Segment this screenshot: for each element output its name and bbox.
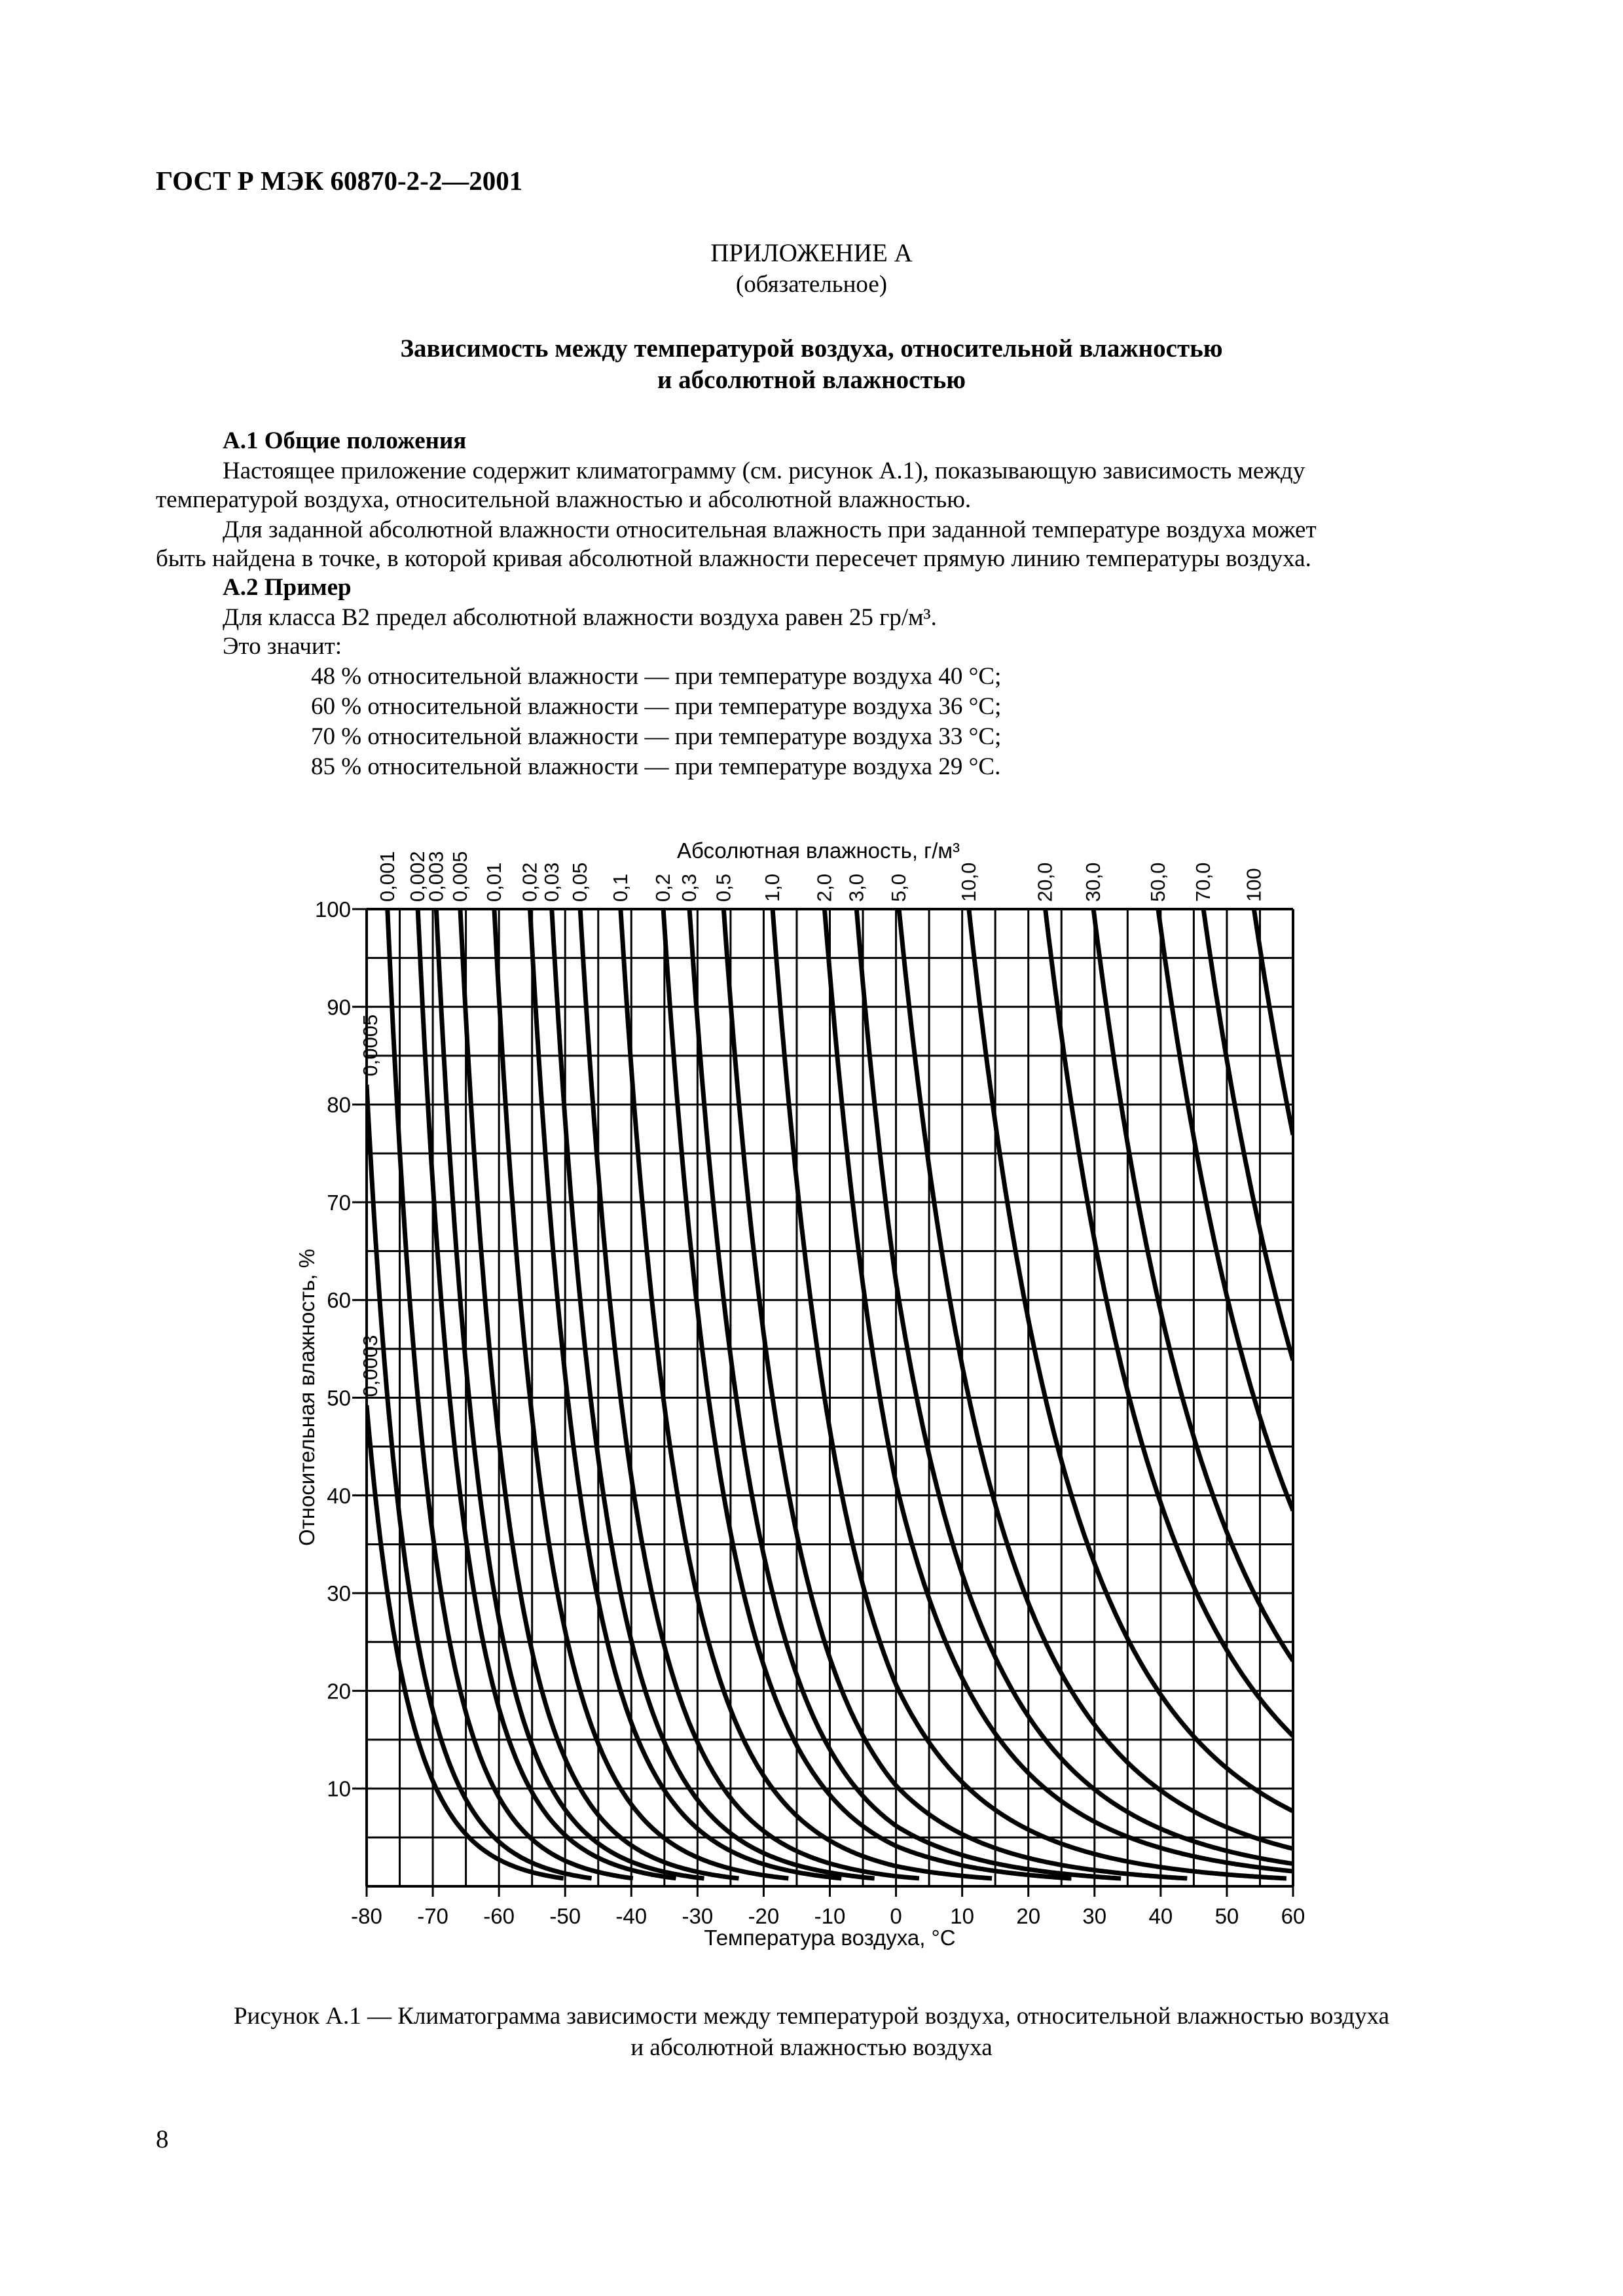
curve-0-02: [529, 886, 842, 1878]
y-tick-label: 80: [327, 1092, 351, 1117]
x-tick-label: -50: [549, 1904, 581, 1928]
curve-label: 5,0: [887, 873, 911, 902]
curve-label: 50,0: [1146, 862, 1169, 902]
example-line: 70 % относительной влажности — при температуре воздуха 33 °С;: [311, 723, 1002, 750]
curve-label: 2,0: [812, 873, 836, 902]
y-tick-label: 100: [314, 897, 351, 922]
curve-10-0: [966, 877, 1293, 1811]
x-axis-label: Температура воздуха, °С: [704, 1926, 956, 1950]
curve-label: 0,0005: [359, 1014, 382, 1077]
document-code: ГОСТ Р МЭК 60870-2-2—2001: [156, 166, 523, 196]
x-tick-label: -40: [615, 1904, 647, 1928]
x-tick-label: -20: [748, 1904, 780, 1928]
curve-label: 0,05: [568, 862, 592, 902]
x-tick-label: 10: [950, 1904, 975, 1928]
x-tick-label: 20: [1016, 1904, 1041, 1928]
section-a2-p1: Для класса В2 предел абсолютной влажности воздуха равен 25 гр/м³.: [223, 604, 937, 631]
chart-grid: [367, 909, 1293, 1886]
curve-label: 0,1: [608, 873, 632, 902]
curve-label: 1,0: [761, 873, 784, 902]
x-tick-label: 30: [1082, 1904, 1107, 1928]
curve-label: 0,0003: [359, 1335, 382, 1397]
curve-label: 10,0: [957, 862, 980, 902]
section-a1-p1-line2: температурой воздуха, относительной влажностью и абсолютной влажностью.: [156, 486, 972, 513]
x-tick-label: -30: [682, 1904, 714, 1928]
y-tick-label: 60: [327, 1288, 351, 1313]
curve-label: 0,003: [424, 851, 448, 902]
curve-0-5: [722, 889, 1187, 1878]
x-tick-label: 60: [1281, 1904, 1305, 1928]
curve-label: 0,005: [448, 851, 471, 902]
curve-70-0: [1199, 875, 1293, 1360]
y-tick-label: 30: [327, 1581, 351, 1606]
curve-0-3: [687, 880, 1121, 1878]
curve-label: 100: [1242, 868, 1266, 902]
x-tick-label: -80: [351, 1904, 382, 1928]
y-tick-label: 90: [327, 995, 351, 1020]
curve-label: 0,5: [712, 873, 735, 902]
curve-label: 0,02: [518, 862, 541, 902]
x-tick-label: -70: [417, 1904, 448, 1928]
section-a2-p2: Это значит:: [223, 633, 342, 660]
curve-50-0: [1154, 878, 1293, 1511]
curve-label: 20,0: [1033, 862, 1057, 902]
y-tick-label: 20: [327, 1679, 351, 1704]
curve-label: 70,0: [1192, 862, 1215, 902]
curve-label: 0,03: [539, 862, 563, 902]
x-tick-label: -10: [814, 1904, 846, 1928]
section-a2-title: А.2 Пример: [223, 574, 352, 601]
section-a1-p1-line1: Настоящее приложение содержит климатограмму (см. рисунок А.1), показывающую зависимость между: [223, 457, 1305, 484]
curve-label: 0,001: [375, 851, 399, 902]
curve-label: 3,0: [845, 873, 868, 902]
example-line: 85 % относительной влажности — при температуре воздуха 29 °С.: [311, 753, 1001, 780]
figure-caption-line2: и абсолютной влажностью воздуха: [630, 2034, 993, 2061]
y-tick-label: 50: [327, 1386, 351, 1410]
example-line: 60 % относительной влажности — при температуре воздуха 36 °С;: [311, 693, 1002, 720]
annex-heading-line2: и абсолютной влажностью: [657, 366, 966, 394]
y-axis-label: Относительная влажность, %: [295, 1249, 319, 1546]
curve-label: 0,2: [651, 873, 675, 902]
curve-0-002: [416, 874, 676, 1878]
section-a1-p2-line2: быть найдена в точке, в которой кривая абсолютной влажности пересечет прямую линию температуры воздуха.: [156, 545, 1311, 572]
curve-label: 0,01: [482, 862, 505, 902]
x-tick-label: 0: [890, 1904, 902, 1928]
section-a1-title: А.1 Общие положения: [223, 427, 467, 454]
section-a1-p2-line1: Для заданной абсолютной влажности относительная влажность при заданной температуре воздуха может: [223, 516, 1317, 543]
annex-heading-line1: Зависимость между температурой воздуха, относительной влажностью: [400, 334, 1223, 363]
curve-0-1: [620, 895, 993, 1878]
curve-label: 0,3: [678, 873, 701, 902]
page-number: 8: [156, 2125, 169, 2153]
example-line: 48 % относительной влажности — при температуре воздуха 40 °С;: [311, 663, 1002, 690]
top-axis-label: Абсолютная влажность, г/м³: [676, 838, 960, 863]
figure-caption-line1: Рисунок А.1 — Климатограмма зависимости между температурой воздуха, относительной влажностью воздуха: [233, 2003, 1390, 2030]
annex-status: (обязательное): [735, 271, 888, 298]
x-tick-label: 50: [1214, 1904, 1239, 1928]
curve-label: 0,002: [406, 851, 429, 902]
x-tick-label: -60: [483, 1904, 515, 1928]
x-tick-label: 40: [1148, 1904, 1173, 1928]
annex-title: ПРИЛОЖЕНИЕ А: [710, 239, 913, 267]
curve-label: 30,0: [1082, 862, 1105, 902]
y-tick-label: 70: [327, 1190, 351, 1215]
y-tick-label: 40: [327, 1483, 351, 1508]
y-tick-label: 10: [327, 1776, 351, 1801]
